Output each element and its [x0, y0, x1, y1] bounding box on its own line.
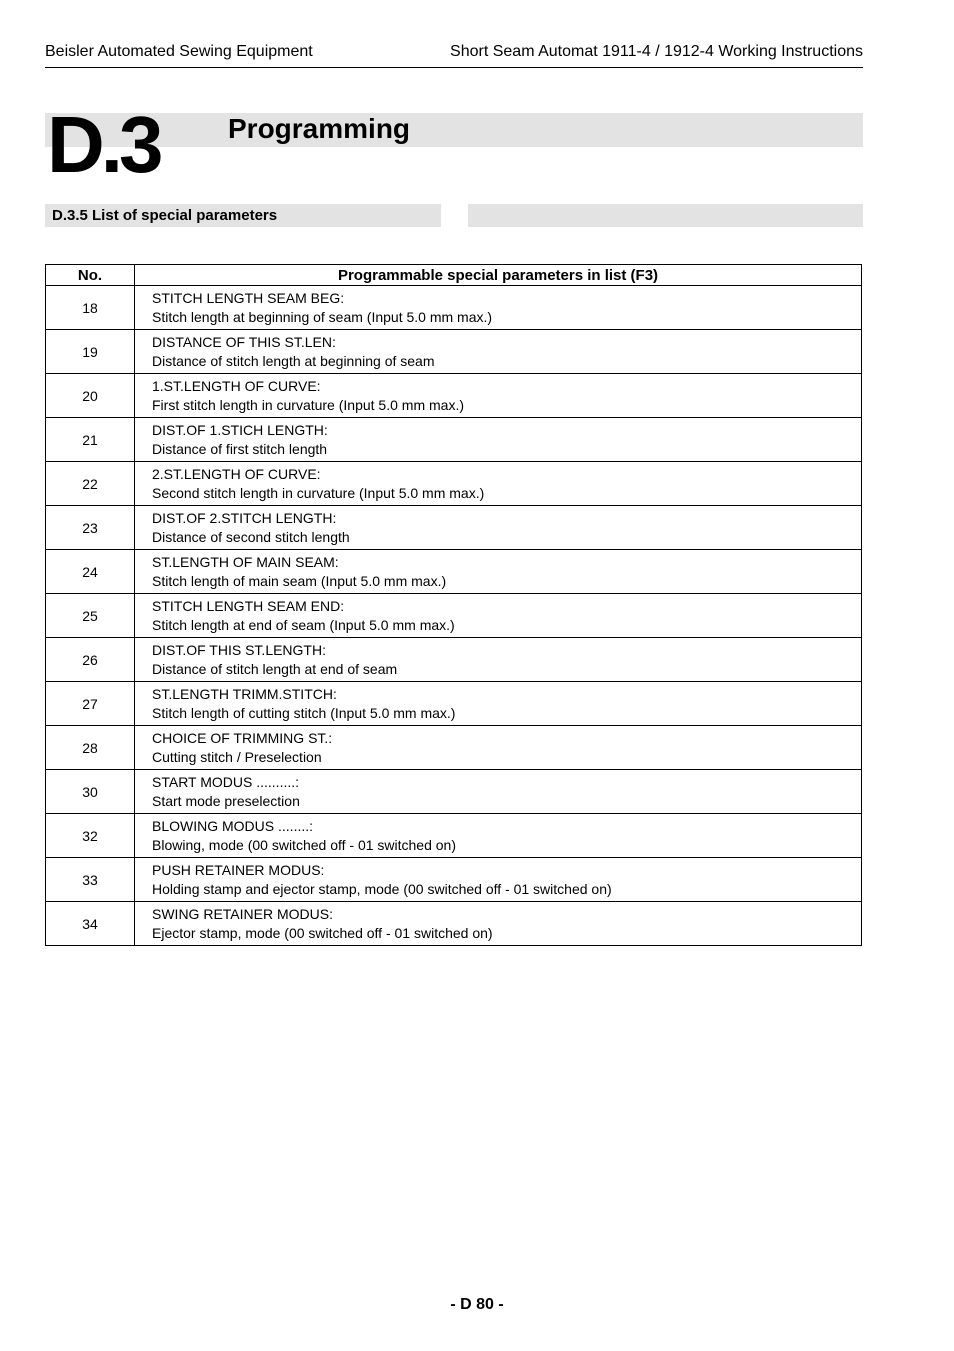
special-parameters-table — [45, 264, 862, 946]
parameter-number: 22 — [46, 462, 135, 506]
table-row — [46, 682, 862, 726]
table-row — [46, 506, 862, 550]
parameter-number: 21 — [46, 418, 135, 462]
table-row — [46, 858, 862, 902]
parameter-name: START MODUS ..........: — [152, 773, 300, 790]
table-row — [46, 814, 862, 858]
parameter-cell — [135, 638, 862, 682]
parameter-description: Stitch length at end of seam (Input 5.0 mm max.) — [152, 616, 455, 633]
parameter-description: First stitch length in curvature (Input 5.0 mm max.) — [152, 396, 464, 413]
parameter-name: DIST.OF THIS ST.LENGTH: — [152, 641, 326, 658]
page-number: - D 80 - — [450, 1296, 504, 1313]
parameter-cell — [135, 902, 862, 946]
table-row — [46, 594, 862, 638]
parameter-cell — [135, 814, 862, 858]
section-title: D.3.5 List of special parameters — [52, 207, 278, 224]
parameter-cell — [135, 462, 862, 506]
parameter-number: 26 — [46, 638, 135, 682]
parameter-number: 30 — [46, 770, 135, 814]
parameter-number: 32 — [46, 814, 135, 858]
parameter-name: CHOICE OF TRIMMING ST.: — [152, 729, 333, 746]
parameter-name: DISTANCE OF THIS ST.LEN: — [152, 333, 336, 350]
chapter-title: Programming — [228, 113, 411, 144]
parameter-name: DIST.OF 2.STITCH LENGTH: — [152, 509, 337, 526]
table-row — [46, 770, 862, 814]
table-row — [46, 374, 862, 418]
parameter-name: ST.LENGTH TRIMM.STITCH: — [152, 685, 337, 702]
parameter-cell — [135, 286, 862, 330]
page-header — [45, 43, 863, 68]
table-body — [46, 286, 862, 946]
parameter-number: 28 — [46, 726, 135, 770]
column-header-no: No. — [46, 265, 135, 286]
parameter-description: Stitch length of cutting stitch (Input 5.0 mm max.) — [152, 704, 456, 721]
chapter-number: D.3 — [47, 100, 160, 189]
parameter-description: Distance of stitch length at end of seam — [152, 660, 398, 677]
parameter-number: 18 — [46, 286, 135, 330]
parameter-description: Second stitch length in curvature (Input 5.0 mm max.) — [152, 484, 485, 501]
parameter-name: STITCH LENGTH SEAM END: — [152, 597, 345, 614]
parameter-description: Holding stamp and ejector stamp, mode (00 switched off - 01 switched on) — [152, 880, 612, 897]
parameter-name: DIST.OF 1.STICH LENGTH: — [152, 421, 328, 438]
parameter-cell — [135, 506, 862, 550]
parameter-number: 19 — [46, 330, 135, 374]
document-title: Short Seam Automat 1911-4 / 1912-4 Working Instructions — [450, 43, 863, 60]
parameter-description: Distance of second stitch length — [152, 528, 350, 545]
parameter-description: Stitch length of main seam (Input 5.0 mm max.) — [152, 572, 447, 589]
parameter-cell — [135, 770, 862, 814]
chapter-band — [45, 113, 863, 147]
column-header-desc: Programmable special parameters in list (F3) — [135, 265, 862, 286]
table-header-row — [46, 265, 862, 286]
parameter-number: 20 — [46, 374, 135, 418]
parameter-cell — [135, 858, 862, 902]
parameter-name: ST.LENGTH OF MAIN SEAM: — [152, 553, 339, 570]
parameter-description: Cutting stitch / Preselection — [152, 748, 322, 765]
parameter-name: 1.ST.LENGTH OF CURVE: — [152, 377, 321, 394]
parameter-name: BLOWING MODUS ........: — [152, 817, 314, 834]
table-row — [46, 330, 862, 374]
parameter-name: PUSH RETAINER MODUS: — [152, 861, 325, 878]
parameter-description: Ejector stamp, mode (00 switched off - 01 switched on) — [152, 924, 493, 941]
parameter-name: STITCH LENGTH SEAM BEG: — [152, 289, 345, 306]
parameter-number: 23 — [46, 506, 135, 550]
parameter-number: 33 — [46, 858, 135, 902]
section-band-right — [468, 204, 863, 227]
parameter-description: Distance of first stitch length — [152, 440, 328, 457]
table-row — [46, 418, 862, 462]
parameter-description: Stitch length at beginning of seam (Input 5.0 mm max.) — [152, 308, 493, 325]
parameter-name: SWING RETAINER MODUS: — [152, 905, 333, 922]
parameter-cell — [135, 374, 862, 418]
table-row — [46, 462, 862, 506]
table-row — [46, 638, 862, 682]
table-row — [46, 726, 862, 770]
table-row — [46, 902, 862, 946]
parameter-cell — [135, 682, 862, 726]
table-row — [46, 550, 862, 594]
parameter-description: Distance of stitch length at beginning of seam — [152, 352, 435, 369]
parameter-description: Blowing, mode (00 switched off - 01 switched on) — [152, 836, 457, 853]
parameter-number: 24 — [46, 550, 135, 594]
parameter-number: 27 — [46, 682, 135, 726]
parameter-cell — [135, 726, 862, 770]
parameter-number: 34 — [46, 902, 135, 946]
parameter-cell — [135, 418, 862, 462]
parameter-description: Start mode preselection — [152, 792, 300, 809]
parameter-name: 2.ST.LENGTH OF CURVE: — [152, 465, 321, 482]
parameter-cell — [135, 330, 862, 374]
parameter-cell — [135, 550, 862, 594]
parameter-cell — [135, 594, 862, 638]
parameter-number: 25 — [46, 594, 135, 638]
company-name: Beisler Automated Sewing Equipment — [45, 43, 313, 60]
table-row — [46, 286, 862, 330]
